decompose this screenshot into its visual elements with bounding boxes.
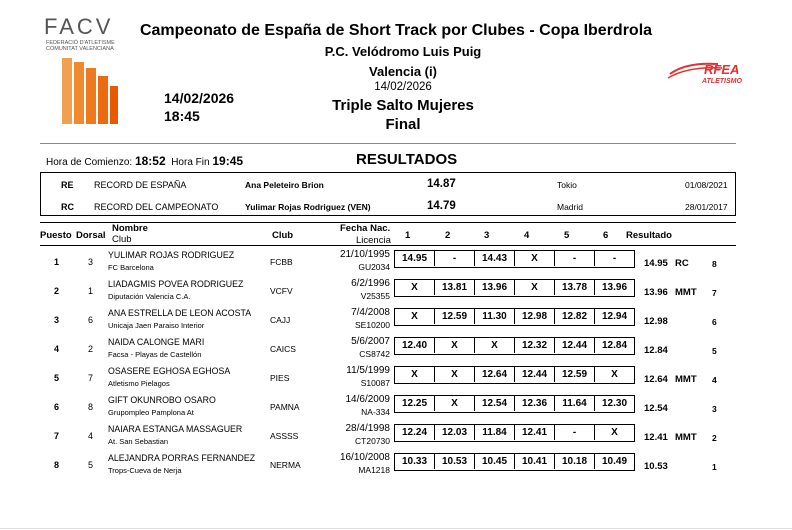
start-label: Hora de Comienzo: xyxy=(46,157,133,168)
club-code: FCBB xyxy=(270,257,293,267)
attempt-cell: X xyxy=(435,396,475,411)
attempt-cell: 10.33 xyxy=(395,454,435,469)
header-attempt-1: 1 xyxy=(405,230,411,241)
attempt-cell: 12.44 xyxy=(515,367,555,382)
attempt-cell: X xyxy=(611,427,618,438)
license: S10087 xyxy=(360,378,390,388)
header-license: Licencia xyxy=(356,235,391,246)
record-flag: MMT xyxy=(675,287,697,298)
header-attempt-2: 2 xyxy=(445,230,451,241)
header-result: Resultado xyxy=(626,230,672,241)
license: CT20730 xyxy=(355,436,390,446)
attempt-cell: 12.64 xyxy=(475,367,515,382)
athlete-name: LIADAGMIS POVEA RODRIGUEZ xyxy=(108,279,244,289)
results-table-header xyxy=(40,222,736,246)
event-title: Campeonato de España de Short Track por Clubes - Copa Iberdrola xyxy=(139,22,653,39)
license: MA1218 xyxy=(358,465,390,475)
record-place: Madrid xyxy=(557,202,583,212)
record-holder: Yulimar Rojas Rodriguez (VEN) xyxy=(245,202,371,212)
athlete-club-name: Diputación Valencia C.A. xyxy=(108,292,191,301)
row-position: 1 xyxy=(54,257,60,267)
club-code: NERMA xyxy=(270,460,301,470)
table-row xyxy=(40,337,736,365)
record-mark: 14.87 xyxy=(427,178,456,190)
record-flag: MMT xyxy=(675,374,697,385)
license: V25355 xyxy=(360,291,390,301)
attempt-cell: 13.78 xyxy=(555,280,595,295)
attempt-cell: 12.32 xyxy=(515,338,555,353)
license: CS8742 xyxy=(359,349,390,359)
attempt-cell: 12.30 xyxy=(601,398,628,409)
athlete-club-name: Atletismo Pielagos xyxy=(108,379,170,388)
attempt-cell: X xyxy=(515,280,555,295)
record-flag: RC xyxy=(675,258,689,269)
record-desc: RECORD DE ESPAÑA xyxy=(94,180,187,190)
birth-date: 21/10/1995 xyxy=(339,249,390,260)
athlete-name: OSASERE EGHOSA EGHOSA xyxy=(108,366,231,376)
attempt-cell: X xyxy=(395,367,435,382)
attempt-cell: 10.45 xyxy=(475,454,515,469)
points: 3 xyxy=(712,404,717,414)
athlete-name: ANA ESTRELLA DE LEON ACOSTA xyxy=(108,308,252,318)
header-bib: Dorsal xyxy=(76,230,106,241)
best-mark: 14.95 xyxy=(644,258,668,269)
attempt-cell: 14.95 xyxy=(395,251,435,266)
attempt-cell: 12.84 xyxy=(601,340,628,351)
attempt-cell: 13.96 xyxy=(475,280,515,295)
row-bib: 7 xyxy=(88,373,94,383)
attempt-cell: 10.18 xyxy=(555,454,595,469)
attempt-cell: - xyxy=(555,425,595,440)
record-code: RC xyxy=(61,202,74,212)
row-bib: 3 xyxy=(88,257,94,267)
attempts-box xyxy=(394,337,635,355)
attempt-cell: - xyxy=(612,253,617,264)
club-code: CAICS xyxy=(270,344,296,354)
header-club-name: Club xyxy=(112,234,132,245)
table-row xyxy=(40,453,736,481)
header-separator xyxy=(40,143,736,144)
birth-date: 7/4/2008 xyxy=(351,307,390,318)
athlete-club-name: Facsa - Playas de Castellón xyxy=(108,350,202,359)
attempt-cell: X xyxy=(475,338,515,353)
points: 7 xyxy=(712,288,717,298)
club-code: CAJJ xyxy=(270,315,291,325)
record-code: RE xyxy=(61,180,74,190)
attempt-cell: 12.54 xyxy=(475,396,515,411)
birth-date: 5/6/2007 xyxy=(351,336,390,347)
end-time: 19:45 xyxy=(212,154,244,168)
athlete-club-name: Grupompleo Pamplona At xyxy=(108,408,194,417)
attempts-box xyxy=(394,366,635,384)
best-mark: 12.98 xyxy=(644,316,668,327)
header-dob: Fecha Nac. xyxy=(340,223,391,234)
header-attempt-5: 5 xyxy=(564,230,570,241)
row-position: 8 xyxy=(54,460,60,470)
attempt-cell: 11.30 xyxy=(475,309,515,324)
attempt-cell: 12.59 xyxy=(555,367,595,382)
row-position: 5 xyxy=(54,373,60,383)
attempt-cell: 12.24 xyxy=(395,425,435,440)
attempt-cell: X xyxy=(435,367,475,382)
license: GU2034 xyxy=(358,262,390,272)
athlete-name: NAIARA ESTANGA MASSAGUER xyxy=(108,424,243,434)
attempt-cell: 13.81 xyxy=(435,280,475,295)
points: 6 xyxy=(712,317,717,327)
points: 1 xyxy=(712,462,717,472)
points: 2 xyxy=(712,433,717,443)
athlete-club-name: Trops-Cueva de Nerja xyxy=(108,466,182,475)
attempt-cell: - xyxy=(555,251,595,266)
event-date-center: 14/02/2026 xyxy=(374,81,432,93)
table-row xyxy=(40,424,736,452)
attempt-cell: 12.03 xyxy=(435,425,475,440)
attempt-cell: 10.49 xyxy=(601,456,628,467)
attempts-box xyxy=(394,424,635,442)
event-discipline: Triple Salto Mujeres xyxy=(332,97,474,114)
attempts-box xyxy=(394,279,635,297)
best-mark: 10.53 xyxy=(644,461,668,472)
row-bib: 4 xyxy=(88,431,94,441)
attempt-cell: 12.59 xyxy=(435,309,475,324)
row-position: 2 xyxy=(54,286,60,296)
athlete-name: YULIMAR ROJAS RODRIGUEZ xyxy=(108,250,235,260)
event-round: Final xyxy=(385,116,421,133)
table-row xyxy=(40,308,736,336)
attempts-box xyxy=(394,250,635,268)
svg-text:ATLETISMO: ATLETISMO xyxy=(702,78,742,85)
event-time: 18:45 xyxy=(164,108,200,124)
table-row xyxy=(40,395,736,423)
attempt-cell: 14.43 xyxy=(475,251,515,266)
attempt-cell: 12.36 xyxy=(515,396,555,411)
row-bib: 5 xyxy=(88,460,94,470)
facv-subtitle-line1: FEDERACIÓ D'ATLETISME xyxy=(46,40,115,46)
table-row xyxy=(40,250,736,278)
record-desc: RECORD DEL CAMPEONATO xyxy=(94,202,219,212)
attempt-cell: X xyxy=(611,369,618,380)
attempt-cell: 12.98 xyxy=(515,309,555,324)
row-position: 6 xyxy=(54,402,60,412)
row-position: 3 xyxy=(54,315,60,325)
club-code: PIES xyxy=(270,373,290,383)
header-pos: Puesto xyxy=(40,230,72,241)
header-attempt-6: 6 xyxy=(603,230,609,241)
attempt-cell: 12.25 xyxy=(395,396,435,411)
athlete-name: ALEJANDRA PORRAS FERNANDEZ xyxy=(108,453,256,463)
table-row xyxy=(40,366,736,394)
attempt-cell: 12.41 xyxy=(515,425,555,440)
event-date: 14/02/2026 xyxy=(164,90,235,106)
attempts-box xyxy=(394,395,635,413)
points: 5 xyxy=(712,346,717,356)
points: 4 xyxy=(712,375,717,385)
results-title: RESULTADOS xyxy=(356,151,458,168)
event-venue: P.C. Velódromo Luis Puig xyxy=(324,44,482,59)
club-code: VCFV xyxy=(270,286,293,296)
attempts-box xyxy=(394,308,635,326)
rfea-logo xyxy=(666,60,771,86)
header-name: Nombre xyxy=(112,223,148,234)
attempt-cell: 12.44 xyxy=(555,338,595,353)
row-position: 7 xyxy=(54,431,60,441)
athlete-club-name: FC Barcelona xyxy=(108,263,154,272)
record-mark: 14.79 xyxy=(427,200,456,212)
row-bib: 1 xyxy=(88,286,94,296)
attempt-cell: 12.40 xyxy=(395,338,435,353)
attempt-cell: 10.41 xyxy=(515,454,555,469)
attempt-cell: 12.94 xyxy=(601,311,628,322)
row-position: 4 xyxy=(54,344,60,354)
header-attempt-3: 3 xyxy=(484,230,490,241)
attempt-cell: X xyxy=(395,309,435,324)
record-place: Tokio xyxy=(557,180,577,190)
attempt-cell: X xyxy=(435,338,475,353)
start-time: 18:52 xyxy=(134,154,166,168)
session-times xyxy=(46,154,243,168)
record-holder: Ana Peleteiro Brion xyxy=(245,180,324,190)
best-mark: 12.64 xyxy=(644,374,668,385)
license: NA-334 xyxy=(361,407,390,417)
birth-date: 14/6/2009 xyxy=(345,394,390,405)
attempt-cell: X xyxy=(515,251,555,266)
record-flag: MMT xyxy=(675,432,697,443)
best-mark: 12.84 xyxy=(644,345,668,356)
attempt-cell: - xyxy=(435,251,475,266)
header-club: Club xyxy=(272,230,294,241)
attempt-cell: 10.53 xyxy=(435,454,475,469)
page-bottom-border xyxy=(0,528,792,529)
birth-date: 11/5/1999 xyxy=(346,365,390,376)
club-code: PAMNA xyxy=(270,402,300,412)
athlete-name: NAIDA CALONGE MARI xyxy=(108,337,205,347)
attempt-cell: 11.84 xyxy=(475,425,515,440)
attempts-box xyxy=(394,453,635,471)
best-mark: 12.54 xyxy=(644,403,668,414)
attempt-cell: X xyxy=(395,280,435,295)
athlete-name: GIFT OKUNROBO OSARO xyxy=(108,395,216,405)
birth-date: 28/4/1998 xyxy=(345,423,390,434)
athlete-club-name: At. San Sebastian xyxy=(108,437,169,446)
best-mark: 12.41 xyxy=(644,432,668,443)
facv-subtitle-line2: COMUNITAT VALENCIANA xyxy=(46,46,114,52)
table-row xyxy=(40,279,736,307)
attempt-cell: 11.64 xyxy=(555,396,595,411)
row-bib: 2 xyxy=(88,344,94,354)
end-label: Hora Fin xyxy=(171,157,210,168)
facv-logo-text: FACV xyxy=(44,14,114,39)
event-city: Valencia (i) xyxy=(369,64,437,79)
header-attempt-4: 4 xyxy=(524,230,530,241)
athlete-club-name: Unicaja Jaen Paraiso Interior xyxy=(108,321,205,330)
attempt-cell: 12.82 xyxy=(555,309,595,324)
row-bib: 8 xyxy=(88,402,94,412)
svg-text:RFEA: RFEA xyxy=(704,62,740,77)
record-date: 28/01/2017 xyxy=(685,202,728,212)
records-box xyxy=(40,172,736,216)
club-code: ASSSS xyxy=(270,431,299,441)
birth-date: 6/2/1996 xyxy=(351,278,390,289)
license: SE10200 xyxy=(355,320,390,330)
attempt-cell: 13.96 xyxy=(601,282,628,293)
row-bib: 6 xyxy=(88,315,94,325)
birth-date: 16/10/2008 xyxy=(339,452,390,463)
record-date: 01/08/2021 xyxy=(685,180,728,190)
best-mark: 13.96 xyxy=(644,287,668,298)
points: 8 xyxy=(712,259,717,269)
